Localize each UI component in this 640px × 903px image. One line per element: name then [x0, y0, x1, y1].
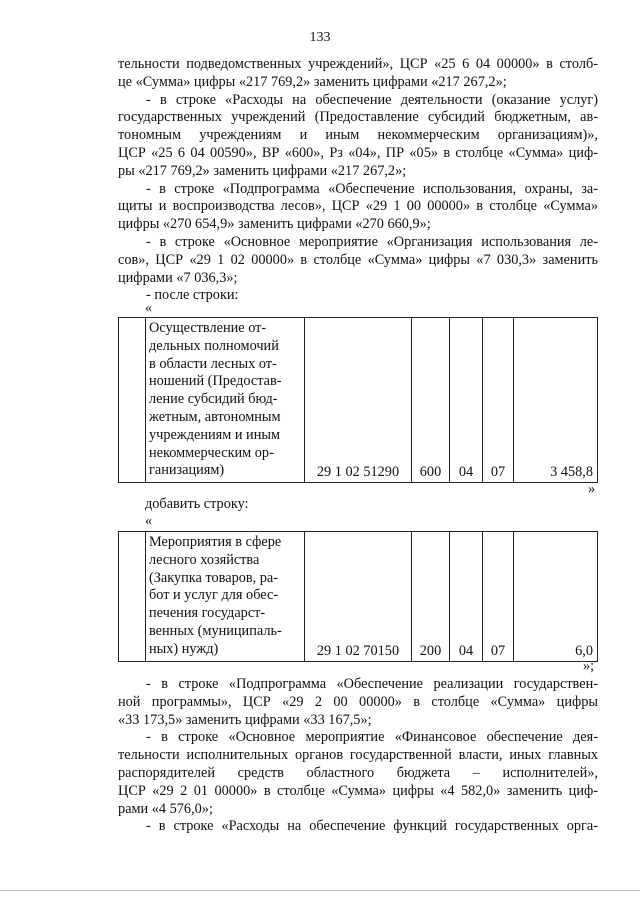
top-text-block: [118, 56, 598, 305]
budget-row-table-added: [118, 531, 598, 662]
text-line: - в строке «Расходы на обеспечение деятельности (оказание услуг): [146, 91, 598, 108]
text-line: рами «4 576,0»;: [118, 800, 213, 817]
pr-cell: 07: [483, 318, 514, 483]
text-line: цифрами «7 036,3»;: [118, 269, 238, 286]
row-description: Мероприятия в сфере лесного хозяйства (Закупка товаров, ра- бот и услуг для обес- печения государст- венных (муниципаль- ных) нужд): [146, 532, 305, 662]
text-line: щиты и воспроизводства лесов», ЦСР «29 1 00 00000» в столбце «Сумма»: [118, 198, 598, 215]
empty-cell: [119, 532, 146, 662]
text-line: - в строке «Основное мероприятие «Организация использования ле-: [146, 233, 598, 250]
rz-cell: 04: [450, 318, 483, 483]
text-line: ной программы», ЦСР «29 2 00 00000» в столбце «Сумма» цифры: [118, 693, 598, 710]
text-line: «33 173,5» заменить цифрами «33 167,5»;: [118, 711, 372, 728]
budget-row-table-existing: [118, 317, 598, 483]
text-line: распорядителей средств областного бюджета – исполнителей»,: [118, 764, 598, 781]
row-description: Осуществление от- дельных полномочий в области лесных от- ношений (Предостав- ление субсидий бюд- жетным, автономным учреждениям и иным некоммерческим ор- ганизациям): [146, 318, 305, 483]
page-number: 133: [309, 30, 331, 45]
csr-cell: 29 1 02 51290: [305, 318, 412, 483]
text-line: - в строке «Подпрограмма «Обеспечение использования, охраны, за-: [146, 180, 598, 197]
sum-cell: 6,0: [514, 532, 598, 662]
text-line: цифры «270 654,9» заменить цифрами «270 660,9»;: [118, 216, 431, 233]
close-quote: »: [588, 481, 596, 497]
bottom-text-block: [118, 676, 598, 836]
text-line: тельности исполнительных органов государственной власти, иных главных: [118, 747, 598, 764]
vr-cell: 600: [412, 318, 450, 483]
text-line: сов», ЦСР «29 1 02 00000» в столбце «Сумма» цифры «7 030,3» заменить: [118, 251, 598, 268]
text-line: це «Сумма» цифры «217 769,2» заменить цифрами «217 267,2»;: [118, 73, 507, 90]
csr-cell: 29 1 02 70150: [305, 532, 412, 662]
vr-cell: 200: [412, 532, 450, 662]
text-line: тельности подведомственных учреждений», ЦСР «25 6 04 00000» в столб-: [118, 56, 598, 72]
text-line: - в строке «Расходы на обеспечение функций государственных орга-: [146, 818, 598, 835]
text-line: государственных учреждений (Предоставление субсидий бюджетным, ав-: [118, 109, 598, 126]
add-row-label: добавить строку:: [145, 496, 249, 512]
empty-cell: [119, 318, 146, 483]
close-quote: »;: [583, 658, 595, 674]
text-line: - после строки:: [146, 287, 239, 304]
pr-cell: 07: [483, 532, 514, 662]
text-line: - в строке «Основное мероприятие «Финансовое обеспечение дея-: [146, 729, 598, 746]
open-quote: «: [145, 513, 153, 529]
text-line: - в строке «Подпрограмма «Обеспечение реализации государствен-: [146, 676, 598, 692]
rz-cell: 04: [450, 532, 483, 662]
sum-cell: 3 458,8: [514, 318, 598, 483]
text-line: ЦСР «29 2 01 00000» в столбце «Сумма» цифры «4 582,0» заменить циф-: [118, 782, 598, 799]
text-line: тономным учреждениям и иным некоммерческим организациям)»,: [118, 127, 598, 144]
text-line: ры «217 769,2» заменить цифрами «217 267,2»;: [118, 162, 407, 179]
page-bottom-rule: [0, 890, 640, 891]
open-quote: «: [145, 300, 153, 316]
text-line: ЦСР «25 6 04 00590», ВР «600», Рз «04», ПР «05» в столбце «Сумма» циф-: [118, 144, 598, 161]
